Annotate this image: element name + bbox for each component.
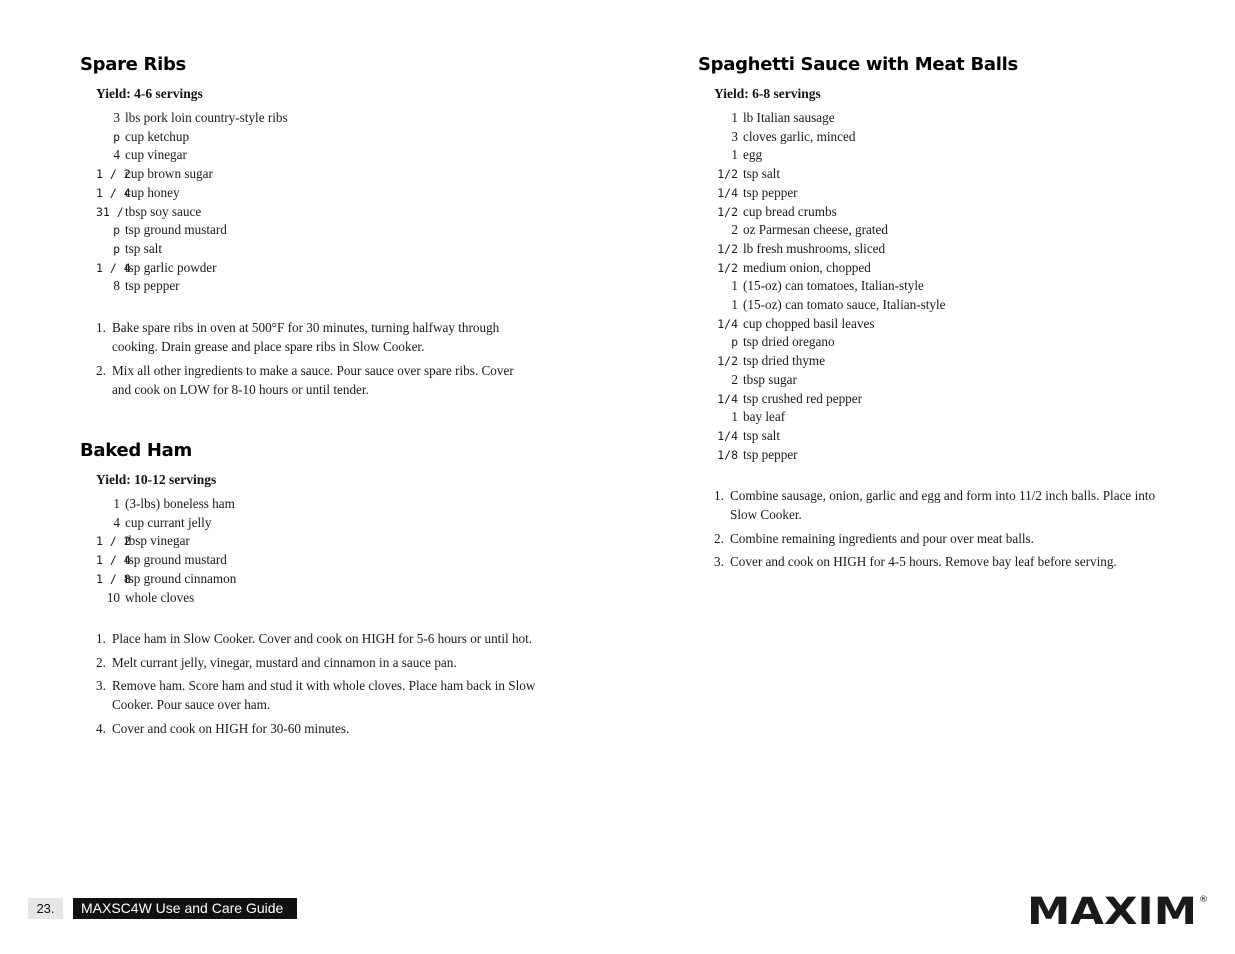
ingredient-item (96, 589, 550, 608)
ingredient-text: oz Parmesan cheese, grated (743, 222, 888, 238)
ingredient-text: lb Italian sausage (743, 110, 835, 125)
ingredient-item (96, 277, 550, 296)
ingredient-qty: 1/2 (717, 167, 738, 182)
step-item (714, 552, 1166, 571)
ingredient-item (714, 315, 1178, 334)
ingredient-qty: 4 (113, 514, 120, 530)
ingredient-item (714, 333, 1178, 352)
step-text: Melt currant jelly, vinegar, mustard and cinnamon in a sauce pan. (112, 654, 457, 670)
step-list (96, 318, 536, 399)
recipe-yield: Yield: 4-6 servings (96, 86, 203, 101)
ingredient-text: tsp garlic powder (125, 259, 217, 275)
ingredient-text: tsp salt (743, 166, 780, 182)
registered-mark: ® (1199, 895, 1208, 905)
ingredient-qty: 1/2 (717, 260, 738, 275)
ingredient-qty: 1/8 (717, 447, 738, 462)
maxim-logo (1027, 893, 1209, 927)
recipe-spare-ribs (80, 53, 550, 403)
ingredient-text: cup currant jelly (125, 514, 212, 530)
step-text: Bake spare ribs in oven at 500°F for 30 minutes, turning halfway through cooking. Drain grease and place spare ribs in Slow Cooker. (112, 320, 500, 355)
step-number: 1. (96, 320, 106, 336)
ingredient-qty: 1 / 4 (96, 553, 131, 568)
maxim-logo-text: MAXIM (1027, 893, 1197, 927)
ingredient-item (714, 184, 1178, 203)
step-list (96, 629, 536, 738)
step-item (96, 361, 536, 399)
step-text: Cover and cook on HIGH for 30-60 minutes. (112, 720, 350, 736)
ingredient-item (714, 390, 1178, 409)
ingredient-qty: p (731, 335, 738, 350)
ingredient-text: tbsp sugar (743, 371, 797, 387)
ingredient-item (714, 446, 1178, 465)
ingredient-qty: 31 / (96, 204, 124, 219)
ingredient-qty: 1/4 (717, 391, 738, 406)
recipe-title: Spaghetti Sauce with Meat Balls (698, 54, 1018, 75)
step-number: 2. (96, 362, 106, 378)
recipe-title: Baked Ham (80, 440, 192, 461)
step-number: 2. (96, 654, 106, 670)
ingredient-list (96, 109, 550, 296)
ingredient-text: tsp dried thyme (743, 353, 826, 369)
ingredient-qty: p (113, 129, 120, 144)
ingredient-list (714, 109, 1178, 464)
step-number: 1. (714, 488, 724, 504)
ingredient-text: egg (743, 147, 763, 163)
recipe-title: Spare Ribs (80, 54, 186, 75)
step-number: 2. (714, 530, 724, 546)
ingredient-qty: 1/2 (717, 241, 738, 256)
ingredient-item (714, 259, 1178, 278)
ingredient-text: tsp pepper (743, 184, 798, 200)
ingredient-qty: 10 (106, 589, 120, 605)
ingredient-qty: 4 (113, 147, 120, 163)
step-list (714, 486, 1166, 571)
ingredient-item (96, 259, 550, 278)
ingredient-qty: 1 (731, 110, 738, 125)
ingredient-text: tsp salt (743, 427, 780, 443)
step-text: Combine sausage, onion, garlic and egg and form into 11/2 inch balls. Place into Slow Cooker. (730, 488, 1156, 523)
step-text: Remove ham. Score ham and stud it with whole cloves. Place ham back in Slow Cooker. Pour sauce over ham. (112, 678, 536, 713)
step-item (96, 719, 536, 738)
ingredient-qty: 1/2 (717, 204, 738, 219)
ingredient-item (714, 221, 1178, 240)
ingredient-item (714, 296, 1178, 315)
ingredient-text: lbs pork loin country-style ribs (125, 110, 288, 125)
ingredient-text: tsp ground cinnamon (125, 570, 237, 586)
step-number: 4. (96, 720, 106, 736)
ingredient-qty: p (113, 223, 120, 238)
step-item (96, 629, 536, 648)
ingredient-text: cup vinegar (125, 147, 187, 163)
ingredient-qty: 1 / 2 (96, 534, 131, 549)
ingredient-qty: 3 (113, 110, 120, 125)
ingredient-text: tsp ground mustard (125, 552, 227, 568)
step-number: 3. (96, 678, 106, 694)
step-text: Combine remaining ingredients and pour over meat balls. (730, 530, 1034, 546)
ingredient-qty: 1 (731, 147, 738, 163)
ingredient-text: (3-lbs) boneless ham (125, 496, 235, 511)
ingredient-text: tsp pepper (743, 446, 798, 462)
recipe-spaghetti-sauce (698, 53, 1178, 576)
ingredient-qty: 1 / 4 (96, 260, 131, 275)
ingredient-text: tbsp soy sauce (125, 203, 202, 219)
ingredient-qty: 2 (731, 222, 738, 238)
ingredient-qty: 3 (731, 128, 738, 144)
ingredient-item (96, 532, 550, 551)
ingredient-text: (15-oz) can tomato sauce, Italian-style (743, 297, 946, 313)
ingredient-item (714, 203, 1178, 222)
recipe-baked-ham (80, 439, 550, 742)
ingredient-qty: 1 / 2 (96, 167, 131, 182)
ingredient-qty: 1 / 4 (96, 185, 131, 200)
ingredient-item (96, 109, 550, 128)
ingredient-item (96, 495, 550, 514)
ingredient-text: cup ketchup (125, 128, 190, 144)
ingredient-qty: 1/4 (717, 185, 738, 200)
ingredient-item (714, 352, 1178, 371)
ingredient-text: cloves garlic, minced (743, 128, 856, 144)
step-number: 3. (714, 554, 724, 570)
ingredient-text: cup brown sugar (125, 166, 213, 182)
ingredient-item (714, 277, 1178, 296)
ingredient-text: cup honey (125, 184, 180, 200)
ingredient-item (714, 146, 1178, 165)
ingredient-item (96, 221, 550, 240)
ingredient-item (714, 240, 1178, 259)
ingredient-text: cup chopped basil leaves (743, 315, 875, 331)
ingredient-qty: 1/2 (717, 354, 738, 369)
ingredient-item (96, 203, 550, 222)
ingredient-item (96, 184, 550, 203)
ingredient-item (714, 408, 1178, 427)
ingredient-qty: 1/4 (717, 428, 738, 443)
ingredient-text: tsp salt (125, 240, 162, 256)
ingredient-item (96, 514, 550, 533)
ingredient-item (714, 128, 1178, 147)
ingredient-list (96, 495, 550, 607)
ingredient-text: tbsp vinegar (125, 533, 190, 549)
ingredient-qty: p (113, 241, 120, 256)
ingredient-text: lb fresh mushrooms, sliced (743, 240, 886, 256)
step-text: Place ham in Slow Cooker. Cover and cook on HIGH for 5-6 hours or until hot. (112, 631, 533, 647)
ingredient-item (96, 165, 550, 184)
ingredient-qty: 1/4 (717, 316, 738, 331)
ingredient-qty: 1 (113, 496, 120, 511)
ingredient-qty: 1 (731, 409, 738, 425)
ingredient-item (714, 109, 1178, 128)
ingredient-item (96, 128, 550, 147)
step-item (714, 529, 1166, 548)
ingredient-item (714, 165, 1178, 184)
step-item (714, 486, 1166, 524)
ingredient-item (96, 570, 550, 589)
ingredient-qty: 1 (731, 278, 738, 294)
ingredient-text: medium onion, chopped (743, 259, 871, 275)
ingredient-qty: 1 / 8 (96, 571, 131, 586)
ingredient-item (714, 427, 1178, 446)
step-text: Cover and cook on HIGH for 4-5 hours. Remove bay leaf before serving. (730, 554, 1117, 570)
ingredient-item (96, 146, 550, 165)
guide-title: MAXSC4W Use and Care Guide (73, 898, 297, 919)
ingredient-text: tsp pepper (125, 278, 180, 294)
ingredient-text: cup bread crumbs (743, 203, 837, 219)
ingredient-item (96, 551, 550, 570)
ingredient-text: whole cloves (125, 589, 195, 605)
step-item (96, 653, 536, 672)
step-item (96, 676, 536, 714)
recipe-yield: Yield: 6-8 servings (714, 86, 821, 101)
ingredient-text: bay leaf (743, 409, 786, 425)
page-number: 23. (28, 898, 63, 919)
ingredient-text: tsp dried oregano (743, 334, 835, 350)
ingredient-text: tsp crushed red pepper (743, 390, 863, 406)
ingredient-qty: 2 (731, 371, 738, 387)
step-text: Mix all other ingredients to make a sauce. Pour sauce over spare ribs. Cover and cook on LOW for 8-10 hours or until tender. (112, 362, 514, 397)
ingredient-text: (15-oz) can tomatoes, Italian-style (743, 278, 924, 294)
ingredient-item (714, 371, 1178, 390)
step-item (96, 318, 536, 356)
recipe-yield: Yield: 10-12 servings (96, 472, 217, 487)
step-number: 1. (96, 631, 106, 647)
ingredient-qty: 1 (731, 297, 738, 313)
ingredient-text: tsp ground mustard (125, 222, 227, 238)
ingredient-item (96, 240, 550, 259)
ingredient-qty: 8 (113, 278, 120, 294)
